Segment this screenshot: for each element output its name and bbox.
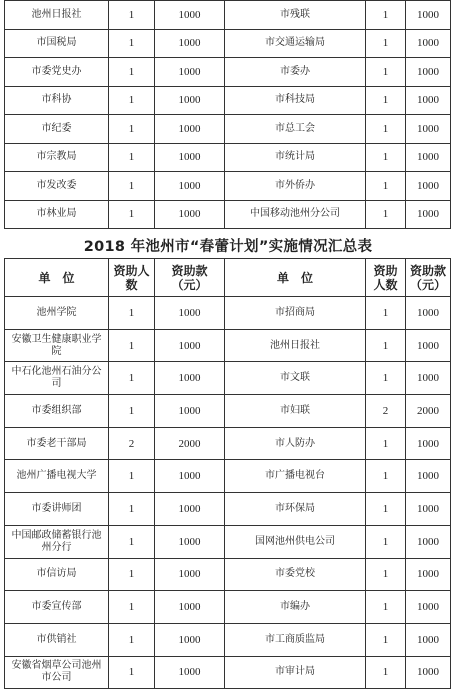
people-cell: 2	[109, 427, 155, 460]
table-row	[5, 525, 451, 558]
people-cell: 1	[366, 1, 406, 30]
unit-cell: 市统计局	[225, 143, 366, 172]
table-row	[5, 558, 451, 591]
table-row	[5, 493, 451, 526]
people-cell: 1	[109, 58, 155, 87]
unit-cell: 中国邮政储蓄银行池州分行	[5, 525, 109, 558]
table-row	[5, 172, 451, 201]
amount-cell: 1000	[155, 200, 225, 229]
people-cell: 1	[366, 86, 406, 115]
people-cell: 1	[366, 29, 406, 58]
unit-cell: 市供销社	[5, 623, 109, 656]
people-cell: 1	[109, 297, 155, 330]
people-cell: 1	[366, 525, 406, 558]
people-cell: 1	[366, 172, 406, 201]
header-unit: 单 位	[225, 259, 366, 297]
amount-cell: 1000	[155, 86, 225, 115]
unit-cell: 安徽省烟草公司池州市公司	[5, 656, 109, 689]
unit-cell: 中国移动池州分公司	[225, 200, 366, 229]
people-cell: 1	[366, 297, 406, 330]
amount-cell: 1000	[406, 29, 451, 58]
people-cell: 1	[109, 395, 155, 428]
amount-cell: 1000	[406, 115, 451, 144]
top-summary-table	[4, 0, 451, 229]
unit-cell: 市招商局	[225, 297, 366, 330]
people-cell: 1	[366, 558, 406, 591]
people-cell: 1	[109, 525, 155, 558]
table-row	[5, 86, 451, 115]
table-row	[5, 427, 451, 460]
unit-cell: 市国税局	[5, 29, 109, 58]
amount-cell: 1000	[155, 460, 225, 493]
unit-cell: 市纪委	[5, 115, 109, 144]
spring-bud-summary-table	[4, 258, 451, 689]
header-amount: 资助款（元）	[155, 259, 225, 297]
amount-cell: 1000	[406, 1, 451, 30]
unit-cell: 池州学院	[5, 297, 109, 330]
unit-cell: 市编办	[225, 591, 366, 624]
people-cell: 1	[366, 460, 406, 493]
unit-cell: 市外侨办	[225, 172, 366, 201]
unit-cell: 市科技局	[225, 86, 366, 115]
header-unit: 单 位	[5, 259, 109, 297]
amount-cell: 1000	[155, 29, 225, 58]
unit-cell: 市委老干部局	[5, 427, 109, 460]
amount-cell: 1000	[406, 329, 451, 362]
people-cell: 1	[109, 1, 155, 30]
unit-cell: 国网池州供电公司	[225, 525, 366, 558]
amount-cell: 2000	[406, 395, 451, 428]
unit-cell: 市信访局	[5, 558, 109, 591]
table-row	[5, 656, 451, 689]
amount-cell: 1000	[406, 558, 451, 591]
amount-cell: 1000	[406, 86, 451, 115]
people-cell: 1	[109, 623, 155, 656]
people-cell: 1	[366, 591, 406, 624]
amount-cell: 1000	[406, 591, 451, 624]
unit-cell: 池州日报社	[225, 329, 366, 362]
table-row	[5, 143, 451, 172]
people-cell: 1	[109, 115, 155, 144]
amount-cell: 1000	[155, 656, 225, 689]
people-cell: 1	[109, 558, 155, 591]
people-cell: 1	[109, 86, 155, 115]
table-row	[5, 115, 451, 144]
amount-cell: 1000	[155, 143, 225, 172]
table-row	[5, 362, 451, 395]
amount-cell: 1000	[155, 623, 225, 656]
people-cell: 1	[109, 460, 155, 493]
amount-cell: 1000	[406, 493, 451, 526]
unit-cell: 市委党史办	[5, 58, 109, 87]
people-cell: 1	[366, 623, 406, 656]
amount-cell: 1000	[155, 172, 225, 201]
people-cell: 1	[366, 143, 406, 172]
unit-cell: 市妇联	[225, 395, 366, 428]
table-row	[5, 200, 451, 229]
unit-cell: 市广播电视台	[225, 460, 366, 493]
amount-cell: 1000	[406, 362, 451, 395]
top-table-body	[5, 1, 451, 229]
amount-cell: 1000	[406, 427, 451, 460]
unit-cell: 市交通运输局	[225, 29, 366, 58]
header-people: 资助人数	[109, 259, 155, 297]
table-row	[5, 395, 451, 428]
table-row	[5, 623, 451, 656]
people-cell: 1	[109, 493, 155, 526]
unit-cell: 安徽卫生健康职业学院	[5, 329, 109, 362]
unit-cell: 市委组织部	[5, 395, 109, 428]
unit-cell: 池州广播电视大学	[5, 460, 109, 493]
amount-cell: 1000	[406, 525, 451, 558]
amount-cell: 1000	[406, 143, 451, 172]
unit-cell: 市残联	[225, 1, 366, 30]
unit-cell: 市科协	[5, 86, 109, 115]
people-cell: 1	[109, 329, 155, 362]
table-header-row	[5, 259, 451, 297]
people-cell: 1	[109, 172, 155, 201]
people-cell: 1	[366, 427, 406, 460]
unit-cell: 市委宣传部	[5, 591, 109, 624]
page-title: 2018 年池州市“春蕾计划”实施情况汇总表	[83, 239, 373, 255]
amount-cell: 2000	[155, 427, 225, 460]
table-row	[5, 58, 451, 87]
people-cell: 1	[109, 143, 155, 172]
amount-cell: 1000	[406, 58, 451, 87]
amount-cell: 1000	[155, 525, 225, 558]
header-amount: 资助款（元）	[406, 259, 451, 297]
people-cell: 1	[109, 29, 155, 58]
amount-cell: 1000	[406, 623, 451, 656]
amount-cell: 1000	[406, 297, 451, 330]
table-row	[5, 297, 451, 330]
amount-cell: 1000	[406, 460, 451, 493]
people-cell: 1	[366, 329, 406, 362]
people-cell: 1	[366, 493, 406, 526]
amount-cell: 1000	[155, 395, 225, 428]
amount-cell: 1000	[406, 656, 451, 689]
unit-cell: 市环保局	[225, 493, 366, 526]
amount-cell: 1000	[155, 58, 225, 87]
amount-cell: 1000	[155, 329, 225, 362]
unit-cell: 市审计局	[225, 656, 366, 689]
table-row	[5, 29, 451, 58]
unit-cell: 市人防办	[225, 427, 366, 460]
people-cell: 1	[366, 656, 406, 689]
unit-cell: 市林业局	[5, 200, 109, 229]
amount-cell: 1000	[406, 172, 451, 201]
people-cell: 1	[366, 200, 406, 229]
main-table-body	[5, 297, 451, 689]
unit-cell: 市总工会	[225, 115, 366, 144]
people-cell: 2	[366, 395, 406, 428]
amount-cell: 1000	[155, 558, 225, 591]
table-row	[5, 329, 451, 362]
people-cell: 1	[109, 200, 155, 229]
amount-cell: 1000	[155, 1, 225, 30]
people-cell: 1	[366, 58, 406, 87]
unit-cell: 池州日报社	[5, 1, 109, 30]
people-cell: 1	[109, 656, 155, 689]
people-cell: 1	[109, 362, 155, 395]
unit-cell: 市宗教局	[5, 143, 109, 172]
people-cell: 1	[366, 362, 406, 395]
people-cell: 1	[109, 591, 155, 624]
amount-cell: 1000	[155, 115, 225, 144]
table-row	[5, 460, 451, 493]
unit-cell: 市文联	[225, 362, 366, 395]
unit-cell: 中石化池州石油分公司	[5, 362, 109, 395]
unit-cell: 市工商质监局	[225, 623, 366, 656]
unit-cell: 市委讲师团	[5, 493, 109, 526]
amount-cell: 1000	[155, 297, 225, 330]
header-people: 资助人数	[366, 259, 406, 297]
people-cell: 1	[366, 115, 406, 144]
amount-cell: 1000	[155, 591, 225, 624]
table-row	[5, 591, 451, 624]
amount-cell: 1000	[406, 200, 451, 229]
amount-cell: 1000	[155, 362, 225, 395]
unit-cell: 市委办	[225, 58, 366, 87]
table-row	[5, 1, 451, 30]
unit-cell: 市委党校	[225, 558, 366, 591]
unit-cell: 市发改委	[5, 172, 109, 201]
amount-cell: 1000	[155, 493, 225, 526]
